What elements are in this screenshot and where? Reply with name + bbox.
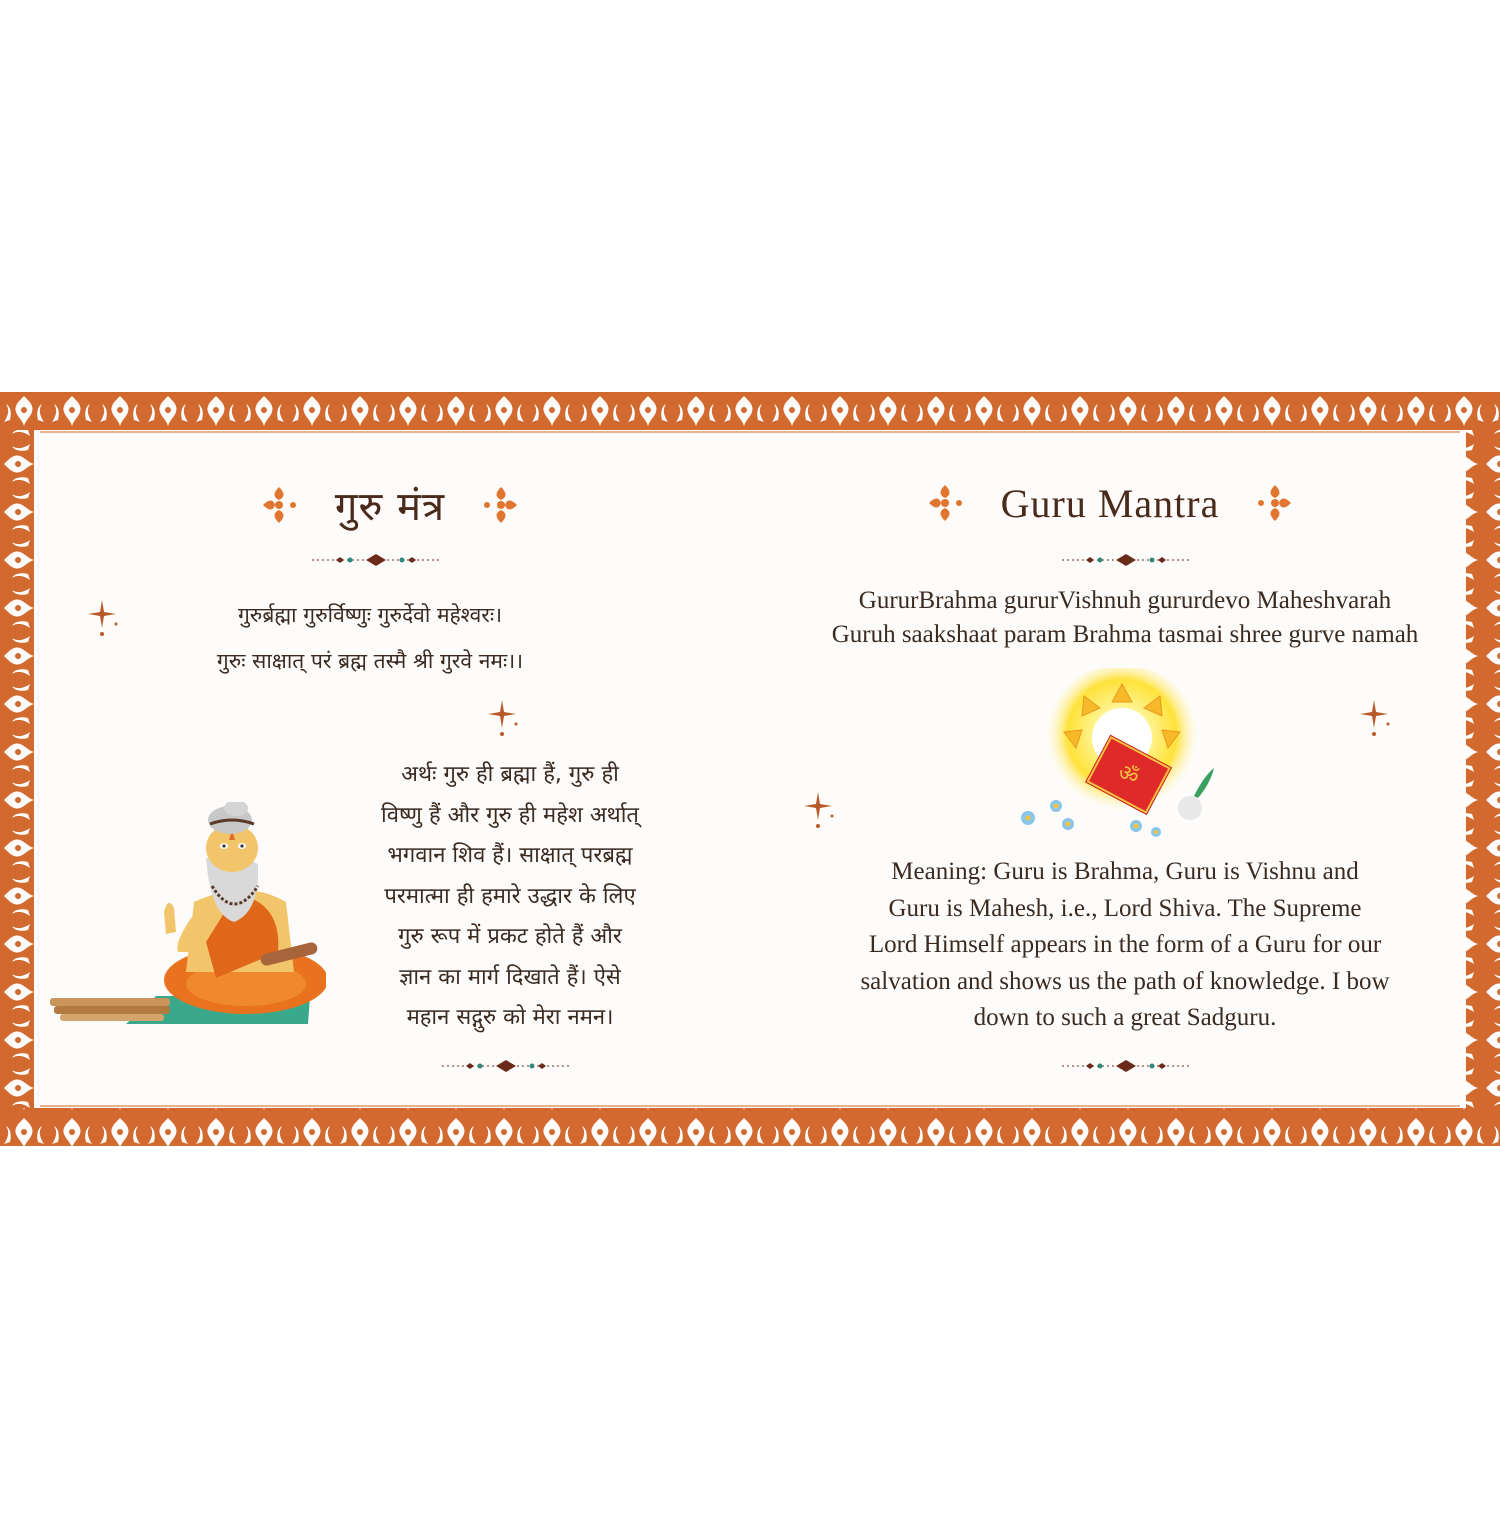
sparkle-icon	[88, 598, 122, 638]
meaning-line: down to such a great Sadguru.	[973, 1004, 1277, 1031]
sparkle-icon	[804, 790, 838, 830]
meaning-line: Meaning: Guru is Brahma, Guru is Vishnu and	[891, 858, 1359, 885]
meaning-line: Lord Himself appears in the form of a Guru for our	[868, 931, 1382, 958]
meaning-line: भगवान शिव हैं। साक्षात् परब्रह्म	[387, 843, 633, 868]
bottom-divider	[1060, 1058, 1192, 1074]
meaning-line: Guru is Mahesh, i.e., Lord Shiva. The Supreme	[888, 894, 1362, 922]
meaning-line: महान सद्गुरु को मेरा नमन।	[406, 1005, 614, 1030]
right-page-title	[760, 477, 1460, 527]
mantra-line: गुरुर्ब्रह्मा गुरुर्विष्णुः गुरुर्देवो महेश्वरः।	[237, 603, 503, 627]
english-mantra	[780, 584, 1470, 652]
meaning-line: परमात्मा ही हमारे उद्धार के लिए	[384, 883, 636, 909]
flower-ornament-icon	[481, 483, 521, 527]
book-spread	[0, 392, 1500, 1146]
mantra-line: गुरुः साक्षात् परं ब्रह्म तस्मै श्री गुरवे नमः।।	[216, 649, 524, 673]
meaning-line: गुरु रूप में प्रकट होते हैं और	[398, 924, 622, 949]
flower-ornament-icon	[925, 481, 965, 525]
sage-illustration	[46, 802, 326, 1032]
sparkle-icon	[1360, 698, 1394, 738]
mantra-line: Guruh saakshaat param Brahma tasmai shree gurve namah	[831, 621, 1419, 648]
title-text: Guru Mantra	[1000, 480, 1220, 526]
meaning-line: विष्णु हैं और गुरु ही महेश अर्थात्	[381, 802, 639, 828]
left-page-title	[40, 477, 740, 532]
om-book-illustration	[1010, 668, 1230, 838]
meaning-line: ज्ञान का मार्ग दिखाते हैं। ऐसे	[399, 964, 621, 990]
hindi-mantra	[130, 592, 610, 684]
svg-text:ॐ: ॐ	[1113, 759, 1144, 792]
meaning-line: salvation and shows us the path of knowledge. I bow	[860, 967, 1390, 995]
title-text: गुरु मंत्र	[334, 484, 446, 530]
meaning-line: अर्थः गुरु ही ब्रह्मा हैं, गुरु ही	[401, 762, 619, 787]
flower-ornament-icon	[1255, 481, 1295, 525]
english-meaning	[820, 854, 1430, 1037]
left-page	[40, 392, 740, 1146]
title-divider	[310, 552, 442, 568]
title-divider	[1060, 552, 1192, 568]
sparkle-icon	[488, 698, 522, 738]
mantra-line: GururBrahma gururVishnuh gururdevo Maheshvarah	[858, 587, 1392, 614]
right-page	[760, 392, 1460, 1146]
bottom-divider	[440, 1058, 572, 1074]
flower-ornament-icon	[259, 483, 299, 527]
hindi-meaning	[300, 755, 720, 1039]
